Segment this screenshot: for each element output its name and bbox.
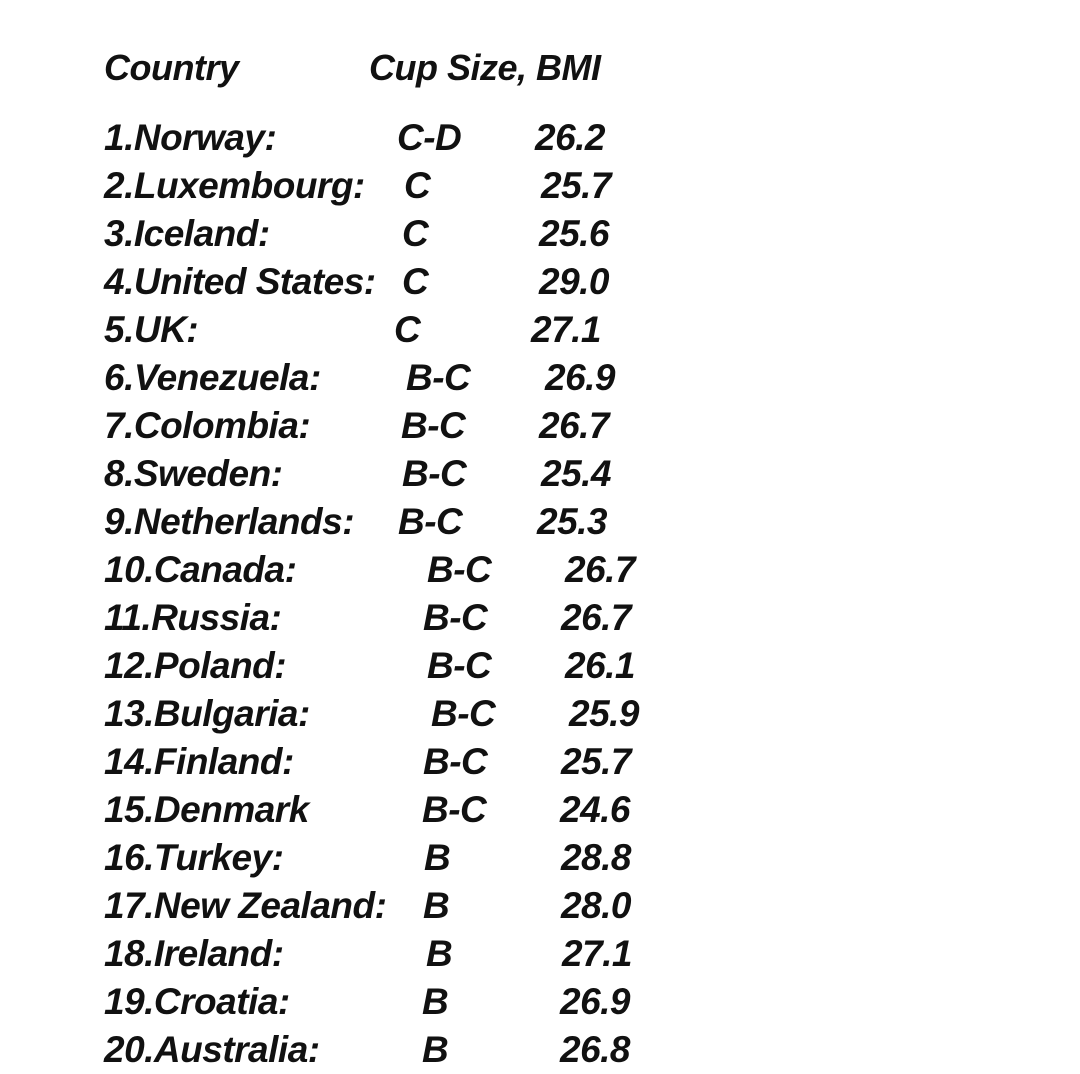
table-row — [0, 546, 1080, 594]
row-country: 11.Russia: — [104, 597, 282, 638]
row-country: 13.Bulgaria: — [104, 693, 310, 734]
row-bmi: 26.8 — [560, 1029, 631, 1070]
table-row — [0, 306, 1080, 354]
row-country: 14.Finland: — [104, 741, 294, 782]
row-bmi: 25.4 — [541, 453, 612, 494]
table-row — [0, 450, 1080, 498]
row-country: 4.United States: — [104, 261, 376, 302]
table-row — [0, 498, 1080, 546]
row-cup-size: C — [402, 213, 429, 254]
row-bmi: 26.7 — [561, 597, 632, 638]
table-row — [0, 210, 1080, 258]
row-country: 7.Colombia: — [104, 405, 311, 446]
row-country: 3.Iceland: — [104, 213, 270, 254]
row-bmi: 25.7 — [561, 741, 632, 782]
table-row — [0, 786, 1080, 834]
table-row — [0, 930, 1080, 978]
row-country: 19.Croatia: — [104, 981, 290, 1022]
row-cup-size: C — [402, 261, 429, 302]
row-country: 6.Venezuela: — [104, 357, 321, 398]
row-cup-size: B-C — [427, 549, 492, 590]
row-bmi: 24.6 — [560, 789, 631, 830]
row-country: 5.UK: — [104, 309, 199, 350]
table-row — [0, 882, 1080, 930]
row-cup-size: B — [422, 981, 449, 1022]
row-country: 12.Poland: — [104, 645, 287, 686]
row-country: 8.Sweden: — [104, 453, 283, 494]
row-cup-size: C — [394, 309, 421, 350]
table-row — [0, 402, 1080, 450]
row-cup-size: B-C — [423, 597, 488, 638]
row-bmi: 28.8 — [561, 837, 632, 878]
row-country: 9.Netherlands: — [104, 501, 355, 542]
header-country: Country — [104, 47, 239, 88]
row-country: 16.Turkey: — [104, 837, 284, 878]
row-bmi: 29.0 — [539, 261, 610, 302]
row-cup-size: B — [422, 1029, 449, 1070]
row-bmi: 26.1 — [565, 645, 636, 686]
table-row — [0, 690, 1080, 738]
row-bmi: 26.2 — [535, 117, 606, 158]
table-row — [0, 738, 1080, 786]
row-cup-size: B-C — [401, 405, 466, 446]
row-cup-size: B-C — [402, 453, 467, 494]
table-row — [0, 162, 1080, 210]
table-row — [0, 1026, 1080, 1074]
row-bmi: 25.7 — [541, 165, 612, 206]
table-row — [0, 258, 1080, 306]
row-country: 10.Canada: — [104, 549, 297, 590]
row-cup-size: B-C — [398, 501, 463, 542]
row-country: 20.Australia: — [104, 1029, 320, 1070]
row-cup-size: B-C — [406, 357, 471, 398]
table-row — [0, 114, 1080, 162]
row-cup-size: C-D — [397, 117, 462, 158]
table-row — [0, 834, 1080, 882]
row-country: 18.Ireland: — [104, 933, 284, 974]
row-bmi: 27.1 — [531, 309, 602, 350]
row-bmi: 26.7 — [565, 549, 636, 590]
row-bmi: 26.9 — [560, 981, 631, 1022]
row-cup-size: B — [426, 933, 453, 974]
row-country: 1.Norway: — [104, 117, 277, 158]
table-row — [0, 978, 1080, 1026]
row-cup-size: B-C — [431, 693, 496, 734]
table-row — [0, 642, 1080, 690]
row-country: 17.New Zealand: — [104, 885, 387, 926]
row-country: 15.Denmark — [104, 789, 309, 830]
row-bmi: 26.9 — [545, 357, 616, 398]
row-bmi: 25.6 — [539, 213, 610, 254]
row-bmi: 26.7 — [539, 405, 610, 446]
row-cup-size: B — [424, 837, 451, 878]
row-bmi: 25.9 — [569, 693, 640, 734]
row-cup-size: B-C — [422, 789, 487, 830]
row-cup-size: B-C — [427, 645, 492, 686]
table-row — [0, 354, 1080, 402]
row-bmi: 27.1 — [562, 933, 633, 974]
table-row — [0, 594, 1080, 642]
row-cup-size: B — [423, 885, 450, 926]
row-bmi: 28.0 — [561, 885, 632, 926]
row-country: 2.Luxembourg: — [104, 165, 365, 206]
row-cup-size: C — [404, 165, 431, 206]
row-cup-size: B-C — [423, 741, 488, 782]
row-bmi: 25.3 — [537, 501, 608, 542]
header-cup-size-bmi: Cup Size, BMI — [369, 47, 601, 88]
